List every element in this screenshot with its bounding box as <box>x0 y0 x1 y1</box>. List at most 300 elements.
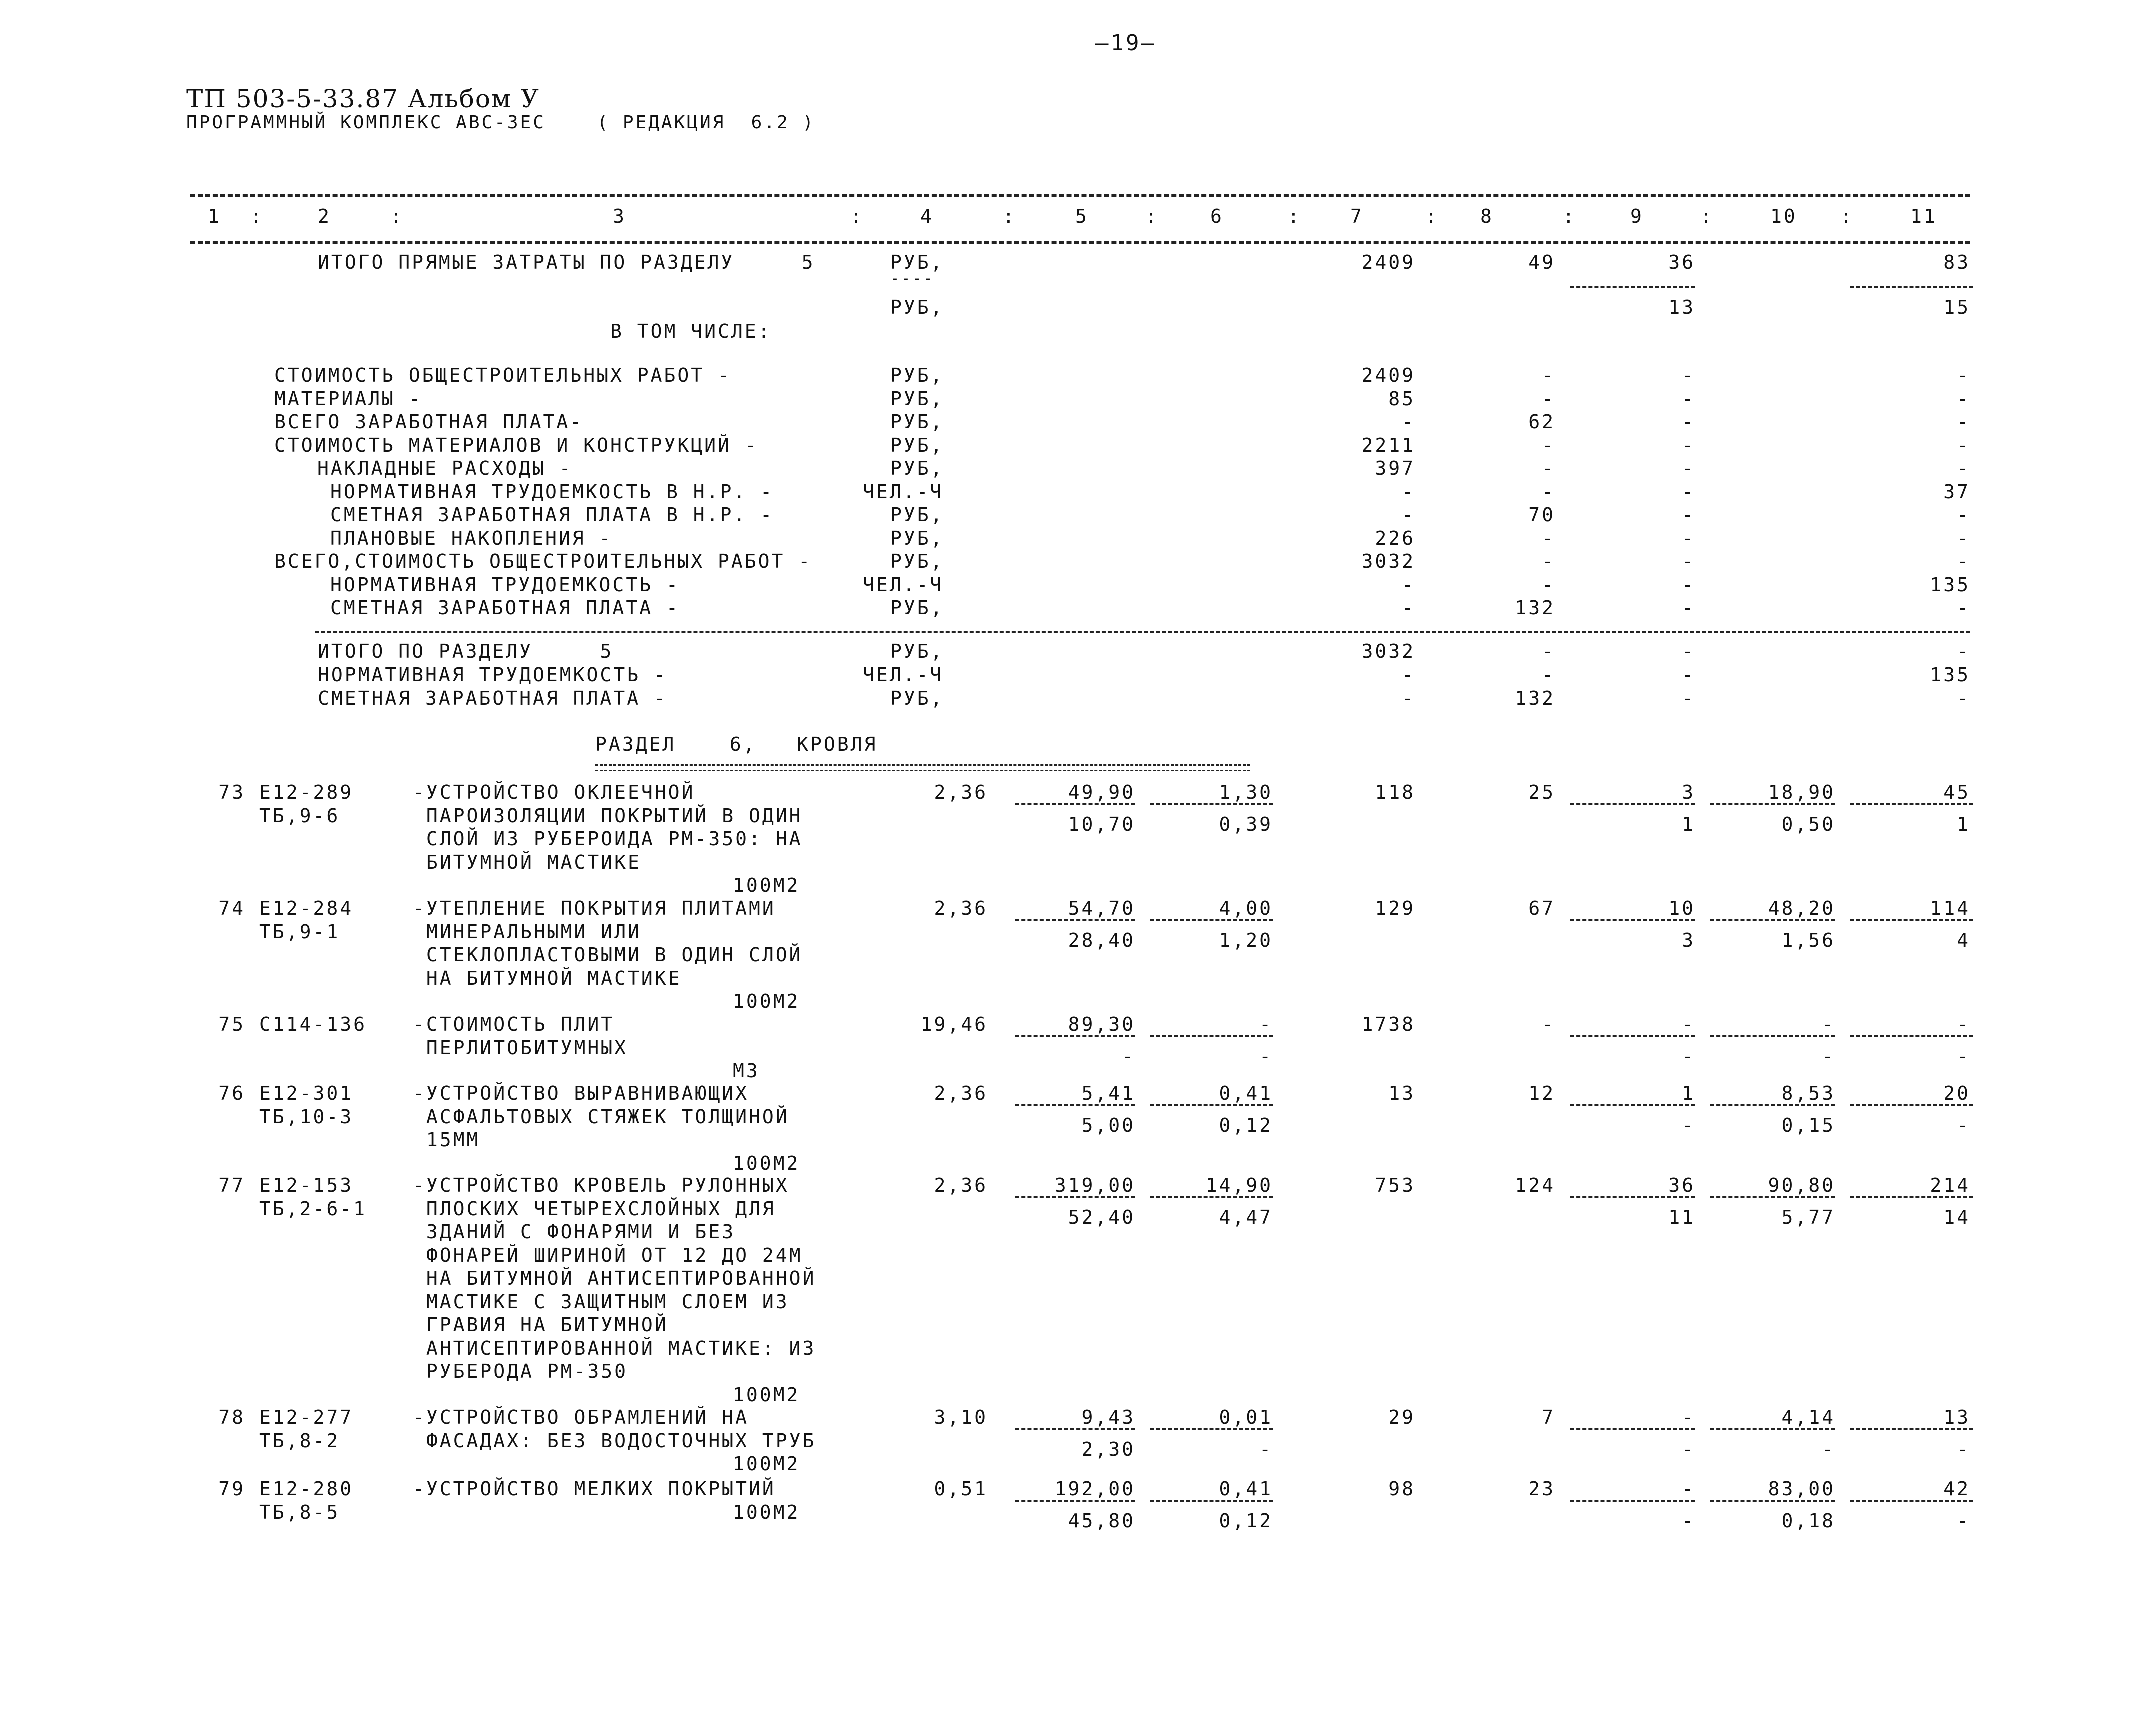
item-number: 76 <box>218 1082 245 1104</box>
item-code: Е12-301 <box>259 1082 354 1104</box>
item-labor-unit-b: 1,56 <box>1781 929 1835 952</box>
section-total-c11: - <box>1957 687 1970 709</box>
breakdown-c8: 70 <box>1528 504 1555 526</box>
breakdown-c8: - <box>1542 527 1555 549</box>
fraction-rule <box>1850 1500 1973 1502</box>
item-description: АСФАЛЬТОВЫХ СТЯЖЕК ТОЛЩИНОЙ <box>413 1105 789 1128</box>
item-unit: 100М2 <box>733 874 800 896</box>
fraction-rule <box>1015 1035 1135 1037</box>
item-machine-cost: - <box>1259 1013 1273 1035</box>
breakdown-c9: - <box>1682 480 1695 503</box>
section-total-c7: - <box>1402 664 1415 686</box>
item-unit: 100М2 <box>733 1383 800 1406</box>
column-separator: : <box>250 205 264 227</box>
summary-c8: 49 <box>1528 251 1555 273</box>
item-machine-total-wage: - <box>1682 1045 1695 1068</box>
column-header-3: 3 <box>613 205 626 227</box>
fraction-rule <box>1015 1500 1135 1502</box>
item-labor-total: 13 <box>1943 1406 1970 1428</box>
breakdown-c11: - <box>1957 527 1970 549</box>
item-machine-wage: 0,39 <box>1219 813 1273 836</box>
breakdown-label: ПЛАНОВЫЕ НАКОПЛЕНИЯ - <box>330 527 613 549</box>
item-machine-wage: - <box>1259 1438 1273 1461</box>
item-labor-total-b: - <box>1957 1045 1970 1068</box>
item-description: АНТИСЕПТИРОВАННОЙ МАСТИКЕ: ИЗ <box>413 1337 816 1359</box>
summary-title: ИТОГО ПРЯМЫЕ ЗАТРАТЫ ПО РАЗДЕЛУ 5 <box>318 251 815 273</box>
column-header-9: 9 <box>1630 205 1644 227</box>
item-machine-cost: 14,90 <box>1205 1174 1273 1196</box>
column-separator: : <box>390 205 404 227</box>
item-unit-cost: 49,90 <box>1068 781 1135 803</box>
section-total-c8: 132 <box>1515 687 1555 709</box>
column-separator: : <box>1700 205 1714 227</box>
item-total-cost: 1738 <box>1361 1013 1415 1035</box>
fraction-rule <box>1150 1428 1273 1430</box>
item-total-wage: 12 <box>1528 1082 1555 1104</box>
item-labor-unit-b: 0,50 <box>1781 813 1835 836</box>
item-description: ПАРОИЗОЛЯЦИИ ПОКРЫТИЙ В ОДИН <box>413 804 803 827</box>
item-labor-total-b: - <box>1957 1510 1970 1532</box>
item-code: Е12-277 <box>259 1406 354 1428</box>
breakdown-unit: РУБ, <box>890 527 944 549</box>
breakdown-c11: - <box>1957 387 1970 410</box>
section-heading: РАЗДЕЛ 6, КРОВЛЯ <box>595 733 878 755</box>
item-machine-cost: 1,30 <box>1219 781 1273 803</box>
item-unit-cost: 54,70 <box>1068 897 1135 919</box>
item-code: Е12-280 <box>259 1478 354 1500</box>
breakdown-c9: - <box>1682 411 1695 433</box>
item-total-wage: 7 <box>1542 1406 1555 1428</box>
section-total-c8: - <box>1542 640 1555 662</box>
summary-unit: РУБ, <box>890 251 944 273</box>
item-labor-unit-b: 0,15 <box>1781 1114 1835 1137</box>
breakdown-unit: РУБ, <box>890 364 944 386</box>
breakdown-c8: - <box>1542 573 1555 596</box>
item-total-wage: - <box>1542 1013 1555 1035</box>
item-number: 78 <box>218 1406 245 1428</box>
including-label: В ТОМ ЧИСЛЕ: <box>610 320 772 342</box>
breakdown-c9: - <box>1682 573 1695 596</box>
fraction-rule <box>1850 1196 1973 1198</box>
breakdown-label: ВСЕГО ЗАРАБОТНАЯ ПЛАТА- <box>274 411 584 433</box>
section-total-c7: 3032 <box>1361 640 1415 662</box>
item-labor-unit-b: 5,77 <box>1781 1206 1835 1229</box>
header-bottom-rule <box>190 241 1970 244</box>
breakdown-label: НОРМАТИВНАЯ ТРУДОЕМКОСТЬ - <box>330 573 680 596</box>
item-description: БИТУМНОЙ МАСТИКЕ <box>413 851 641 873</box>
item-machine-wage: - <box>1259 1045 1273 1068</box>
item-description: -УТЕПЛЕНИЕ ПОКРЫТИЯ ПЛИТАМИ <box>413 897 776 919</box>
item-unit-wage: 52,40 <box>1068 1206 1135 1229</box>
fraction-rule <box>1015 803 1135 805</box>
item-machine-cost: 0,41 <box>1219 1478 1273 1500</box>
item-total-wage: 124 <box>1515 1174 1555 1196</box>
breakdown-c11: - <box>1957 411 1970 433</box>
item-labor-total-b: - <box>1957 1438 1970 1461</box>
item-machine-total-wage: - <box>1682 1438 1695 1461</box>
item-description: ПЕРЛИТОБИТУМНЫХ <box>413 1036 628 1059</box>
fraction-rule <box>1015 919 1135 921</box>
breakdown-c9: - <box>1682 504 1695 526</box>
breakdown-label: НОРМАТИВНАЯ ТРУДОЕМКОСТЬ В Н.Р. - <box>330 480 774 503</box>
item-labor-total: 214 <box>1930 1174 1970 1196</box>
item-machine-total-wage: - <box>1682 1510 1695 1532</box>
item-description: МИНЕРАЛЬНЫМИ ИЛИ <box>413 920 641 943</box>
item-unit-wage: 45,80 <box>1068 1510 1135 1532</box>
column-separator: : <box>850 205 864 227</box>
item-total-cost: 98 <box>1388 1478 1415 1500</box>
item-total-cost: 753 <box>1375 1174 1415 1196</box>
item-unit-cost: 192,00 <box>1054 1478 1135 1500</box>
item-labor-total: 45 <box>1943 781 1970 803</box>
section-heading-underline <box>595 764 1250 771</box>
breakdown-unit: РУБ, <box>890 411 944 433</box>
column-header-7: 7 <box>1350 205 1364 227</box>
column-header-6: 6 <box>1210 205 1224 227</box>
fraction-rule <box>1150 1500 1273 1502</box>
item-labor-unit: 90,80 <box>1768 1174 1835 1196</box>
breakdown-c8: - <box>1542 387 1555 410</box>
item-description: ФОНАРЕЙ ШИРИНОЙ ОТ 12 ДО 24М <box>413 1244 803 1266</box>
item-total-wage: 25 <box>1528 781 1555 803</box>
item-machine-total: 10 <box>1668 897 1695 919</box>
breakdown-c7: - <box>1402 411 1415 433</box>
fraction-rule <box>1570 1104 1695 1106</box>
item-description: МАСТИКЕ С ЗАЩИТНЫМ СЛОЕМ ИЗ <box>413 1290 789 1313</box>
breakdown-unit: ЧЕЛ.-Ч <box>863 573 944 596</box>
breakdown-c8: - <box>1542 434 1555 456</box>
item-number: 74 <box>218 897 245 919</box>
fraction-rule <box>1570 1035 1695 1037</box>
breakdown-c9: - <box>1682 457 1695 479</box>
item-unit-wage: 10,70 <box>1068 813 1135 836</box>
breakdown-c8: - <box>1542 364 1555 386</box>
item-machine-total-wage: 11 <box>1668 1206 1695 1229</box>
breakdown-c7: 2409 <box>1361 364 1415 386</box>
item-unit-cost: 319,00 <box>1054 1174 1135 1196</box>
item-number: 73 <box>218 781 245 803</box>
summary-c9: 13 <box>1668 296 1695 318</box>
section-total-label: СМЕТНАЯ ЗАРАБОТНАЯ ПЛАТА - <box>318 687 667 709</box>
item-machine-cost: 4,00 <box>1219 897 1273 919</box>
section-total-label: ИТОГО ПО РАЗДЕЛУ 5 <box>318 640 614 662</box>
fraction-rule <box>1150 1196 1273 1198</box>
item-description: -УСТРОЙСТВО ОБРАМЛЕНИЙ НА <box>413 1406 749 1428</box>
item-description: -УСТРОЙСТВО ОКЛЕЕЧНОЙ <box>413 781 695 803</box>
fraction-rule <box>1850 1035 1973 1037</box>
breakdown-label: СТОИМОСТЬ МАТЕРИАЛОВ И КОНСТРУКЦИЙ - <box>274 434 758 456</box>
item-description: -СТОИМОСТЬ ПЛИТ <box>413 1013 615 1035</box>
breakdown-c9: - <box>1682 550 1695 572</box>
breakdown-unit: РУБ, <box>890 457 944 479</box>
breakdown-c9: - <box>1682 527 1695 549</box>
column-header-8: 8 <box>1480 205 1494 227</box>
breakdown-c9: - <box>1682 434 1695 456</box>
item-unit: 100М2 <box>733 1152 800 1174</box>
breakdown-c11: - <box>1957 434 1970 456</box>
breakdown-c9: - <box>1682 387 1695 410</box>
breakdown-c8: - <box>1542 457 1555 479</box>
item-unit: М3 <box>733 1060 760 1082</box>
fraction-rule <box>1015 1104 1135 1106</box>
fraction-rule <box>1850 919 1973 921</box>
column-separator: : <box>1563 205 1576 227</box>
breakdown-label: ВСЕГО,СТОИМОСТЬ ОБЩЕСТРОИТЕЛЬНЫХ РАБОТ - <box>274 550 812 572</box>
item-labor-unit-b: 0,18 <box>1781 1510 1835 1532</box>
item-description: ФАСАДАХ: БЕЗ ВОДОСТОЧНЫХ ТРУБ <box>413 1429 816 1452</box>
item-machine-total-wage: 1 <box>1682 813 1695 836</box>
breakdown-c11: 37 <box>1943 480 1970 503</box>
breakdown-c7: - <box>1402 480 1415 503</box>
breakdown-unit: РУБ, <box>890 597 944 619</box>
section-total-c8: - <box>1542 664 1555 686</box>
section-total-label: НОРМАТИВНАЯ ТРУДОЕМКОСТЬ - <box>318 664 667 686</box>
item-machine-wage: 0,12 <box>1219 1510 1273 1532</box>
item-quantity: 19,46 <box>920 1013 988 1035</box>
breakdown-label: СТОИМОСТЬ ОБЩЕСТРОИТЕЛЬНЫХ РАБОТ - <box>274 364 731 386</box>
fraction-rule <box>1570 919 1695 921</box>
item-code: Е12-284 <box>259 897 354 919</box>
item-code: Е12-153 <box>259 1174 354 1196</box>
section-total-c11: 135 <box>1930 664 1970 686</box>
item-machine-total-wage: 3 <box>1682 929 1695 952</box>
item-unit: 100М2 <box>733 990 800 1012</box>
breakdown-c11: - <box>1957 597 1970 619</box>
item-quantity: 3,10 <box>934 1406 988 1428</box>
fraction-rule <box>1015 1196 1135 1198</box>
item-quantity: 0,51 <box>934 1478 988 1500</box>
item-description: НА БИТУМНОЙ АНТИСЕПТИРОВАННОЙ <box>413 1267 816 1289</box>
item-labor-total: 42 <box>1943 1478 1970 1500</box>
item-unit-cost: 5,41 <box>1081 1082 1135 1104</box>
item-code: С114-136 <box>259 1013 367 1035</box>
fraction-rule <box>1710 1196 1835 1198</box>
item-machine-wage: 4,47 <box>1219 1206 1273 1229</box>
section-total-c11: - <box>1957 640 1970 662</box>
item-labor-total: 114 <box>1930 897 1970 919</box>
item-labor-total-b: 4 <box>1957 929 1970 952</box>
item-machine-total: 3 <box>1682 781 1695 803</box>
fraction-rule <box>1710 1428 1835 1430</box>
item-labor-unit: 8,53 <box>1781 1082 1835 1104</box>
item-total-cost: 29 <box>1388 1406 1415 1428</box>
item-unit: 100М2 <box>733 1501 800 1523</box>
section-total-c9: - <box>1682 664 1695 686</box>
column-header-5: 5 <box>1075 205 1089 227</box>
item-machine-total: 1 <box>1682 1082 1695 1104</box>
section-separator <box>315 631 1970 633</box>
breakdown-unit: РУБ, <box>890 550 944 572</box>
breakdown-c9: - <box>1682 364 1695 386</box>
fraction-rule <box>1710 1104 1835 1106</box>
item-machine-wage: 0,12 <box>1219 1114 1273 1137</box>
section-total-unit: РУБ, <box>890 687 944 709</box>
item-labor-unit-b: - <box>1822 1438 1835 1461</box>
fraction-rule <box>1570 1428 1695 1430</box>
column-separator: : <box>1840 205 1854 227</box>
fraction-rule <box>1015 1428 1135 1430</box>
doc-title: ТП 503-5-33.87 Альбом У <box>186 84 540 113</box>
breakdown-c8: 62 <box>1528 411 1555 433</box>
fraction-rule <box>1150 1035 1273 1037</box>
item-code-table: ТБ,2-6-1 <box>259 1197 367 1220</box>
item-code-table: ТБ,8-5 <box>259 1501 340 1523</box>
item-unit-wage: 2,30 <box>1081 1438 1135 1461</box>
breakdown-label: СМЕТНАЯ ЗАРАБОТНАЯ ПЛАТА - <box>330 597 680 619</box>
item-description: ПЛОСКИХ ЧЕТЫРЕХСЛОЙНЫХ ДЛЯ <box>413 1197 776 1220</box>
breakdown-unit: РУБ, <box>890 434 944 456</box>
item-number: 75 <box>218 1013 245 1035</box>
fraction-rule <box>1850 803 1973 805</box>
summary-unit: РУБ, <box>890 296 944 318</box>
breakdown-c7: - <box>1402 504 1415 526</box>
item-quantity: 2,36 <box>934 1082 988 1104</box>
section-total-unit: РУБ, <box>890 640 944 662</box>
item-labor-unit: 4,14 <box>1781 1406 1835 1428</box>
fraction-rule <box>1850 286 1973 288</box>
fraction-rule <box>1570 803 1695 805</box>
fraction-rule <box>1710 1500 1835 1502</box>
section-total-c9: - <box>1682 687 1695 709</box>
fraction-rule <box>1850 1104 1973 1106</box>
fraction-rule <box>1850 1428 1973 1430</box>
breakdown-label: НАКЛАДНЫЕ РАСХОДЫ - <box>317 457 573 479</box>
section-total-c9: - <box>1682 640 1695 662</box>
item-total-wage: 67 <box>1528 897 1555 919</box>
breakdown-c7: 2211 <box>1361 434 1415 456</box>
breakdown-c7: 226 <box>1375 527 1415 549</box>
column-separator: : <box>1003 205 1016 227</box>
breakdown-c11: - <box>1957 364 1970 386</box>
item-machine-total: 36 <box>1668 1174 1695 1196</box>
item-machine-wage: 1,20 <box>1219 929 1273 952</box>
column-header-10: 10 <box>1770 205 1797 227</box>
column-separator: : <box>1145 205 1159 227</box>
summary-unit-rule: ---- <box>890 270 935 287</box>
item-unit-wage: 28,40 <box>1068 929 1135 952</box>
item-machine-total: - <box>1682 1406 1695 1428</box>
breakdown-c8: 132 <box>1515 597 1555 619</box>
item-machine-cost: 0,01 <box>1219 1406 1273 1428</box>
item-description: -УСТРОЙСТВО ВЫРАВНИВАЮЩИХ <box>413 1082 749 1104</box>
summary-c7: 2409 <box>1361 251 1415 273</box>
item-labor-unit: 48,20 <box>1768 897 1835 919</box>
item-description: СТЕКЛОПЛАСТОВЫМИ В ОДИН СЛОЙ <box>413 944 803 966</box>
fraction-rule <box>1570 286 1695 288</box>
summary-c11: 83 <box>1943 251 1970 273</box>
item-labor-unit-b: - <box>1822 1045 1835 1068</box>
breakdown-c11: - <box>1957 504 1970 526</box>
item-total-cost: 118 <box>1375 781 1415 803</box>
breakdown-c8: - <box>1542 550 1555 572</box>
fraction-rule <box>1570 1196 1695 1198</box>
column-header-4: 4 <box>920 205 934 227</box>
item-description: СЛОЙ ИЗ РУБЕРОИДА РМ-350: НА <box>413 828 803 850</box>
column-separator: : <box>1425 205 1439 227</box>
breakdown-c7: - <box>1402 597 1415 619</box>
fraction-rule <box>1570 1500 1695 1502</box>
item-description: ЗДАНИЙ С ФОНАРЯМИ И БЕЗ <box>413 1221 736 1243</box>
breakdown-c7: 3032 <box>1361 550 1415 572</box>
item-labor-unit: 18,90 <box>1768 781 1835 803</box>
item-code-table: ТБ,9-6 <box>259 804 340 827</box>
column-header-11: 11 <box>1910 205 1937 227</box>
breakdown-c11: - <box>1957 550 1970 572</box>
item-labor-total: - <box>1957 1013 1970 1035</box>
item-description: -УСТРОЙСТВО КРОВЕЛЬ РУЛОННЫХ <box>413 1174 789 1196</box>
item-code: Е12-289 <box>259 781 354 803</box>
page-number: —19— <box>1095 30 1156 56</box>
item-labor-total: 20 <box>1943 1082 1970 1104</box>
item-description: НА БИТУМНОЙ МАСТИКЕ <box>413 967 682 989</box>
item-labor-total-b: 1 <box>1957 813 1970 836</box>
table-top-rule <box>190 194 1970 197</box>
item-labor-unit: - <box>1822 1013 1835 1035</box>
breakdown-c7: 397 <box>1375 457 1415 479</box>
fraction-rule <box>1710 919 1835 921</box>
item-description: ГРАВИЯ НА БИТУМНОЙ <box>413 1314 668 1336</box>
doc-subtitle: ПРОГРАММНЫЙ КОМПЛЕКС АВС-ЗЕС ( РЕДАКЦИЯ 6.2 ) <box>186 112 816 133</box>
fraction-rule <box>1150 803 1273 805</box>
item-description: 15ММ <box>413 1129 480 1151</box>
section-total-unit: ЧЕЛ.-Ч <box>863 664 944 686</box>
breakdown-unit: РУБ, <box>890 504 944 526</box>
item-machine-total: - <box>1682 1478 1695 1500</box>
breakdown-c7: 85 <box>1388 387 1415 410</box>
item-total-cost: 13 <box>1388 1082 1415 1104</box>
summary-c9: 36 <box>1668 251 1695 273</box>
fraction-rule <box>1150 919 1273 921</box>
item-code-table: ТБ,9-1 <box>259 920 340 943</box>
item-labor-unit: 83,00 <box>1768 1478 1835 1500</box>
item-quantity: 2,36 <box>934 1174 988 1196</box>
section-total-c7: - <box>1402 687 1415 709</box>
fraction-rule <box>1710 1035 1835 1037</box>
item-labor-total-b: - <box>1957 1114 1970 1137</box>
breakdown-c9: - <box>1682 597 1695 619</box>
column-header-2: 2 <box>318 205 331 227</box>
column-separator: : <box>1288 205 1301 227</box>
item-unit: 100М2 <box>733 1453 800 1475</box>
breakdown-unit: ЧЕЛ.-Ч <box>863 480 944 503</box>
item-number: 79 <box>218 1478 245 1500</box>
item-machine-total-wage: - <box>1682 1114 1695 1137</box>
item-quantity: 2,36 <box>934 781 988 803</box>
breakdown-c8: - <box>1542 480 1555 503</box>
item-code-table: ТБ,8-2 <box>259 1429 340 1452</box>
item-total-cost: 129 <box>1375 897 1415 919</box>
summary-c11: 15 <box>1943 296 1970 318</box>
breakdown-c11: - <box>1957 457 1970 479</box>
breakdown-c7: - <box>1402 573 1415 596</box>
item-labor-total-b: 14 <box>1943 1206 1970 1229</box>
item-description: -УСТРОЙСТВО МЕЛКИХ ПОКРЫТИЙ <box>413 1478 776 1500</box>
item-code-table: ТБ,10-3 <box>259 1105 354 1128</box>
item-quantity: 2,36 <box>934 897 988 919</box>
fraction-rule <box>1710 803 1835 805</box>
item-unit-cost: 9,43 <box>1081 1406 1135 1428</box>
item-description: РУБЕРОДА РМ-350 <box>413 1360 628 1382</box>
item-total-wage: 23 <box>1528 1478 1555 1500</box>
item-number: 77 <box>218 1174 245 1196</box>
item-unit-wage: 5,00 <box>1081 1114 1135 1137</box>
item-machine-cost: 0,41 <box>1219 1082 1273 1104</box>
item-machine-total: - <box>1682 1013 1695 1035</box>
column-header-1: 1 <box>208 205 221 227</box>
item-unit-cost: 89,30 <box>1068 1013 1135 1035</box>
breakdown-unit: РУБ, <box>890 387 944 410</box>
fraction-rule <box>1150 1104 1273 1106</box>
